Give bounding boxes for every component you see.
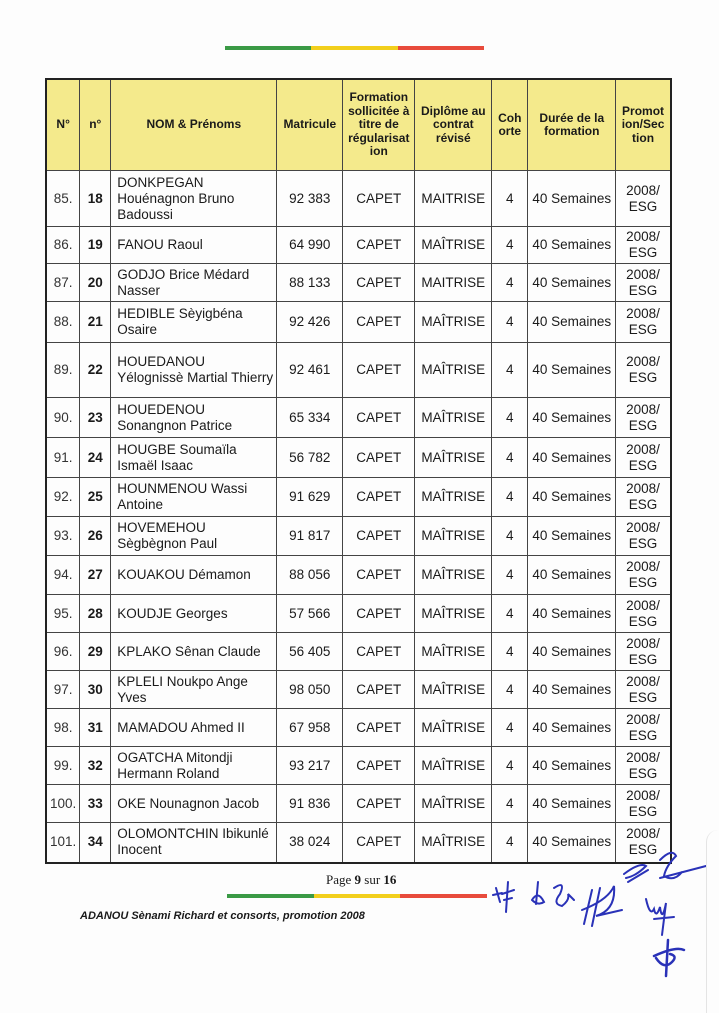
cell-formation: CAPET: [343, 709, 415, 747]
cell-formation: CAPET: [343, 478, 415, 517]
cell-diplome: MAÎTRISE: [415, 595, 492, 633]
cell-n: 98.: [46, 709, 80, 747]
table-row: [46, 785, 671, 823]
cell-formation: CAPET: [343, 671, 415, 709]
cell-name: OKE Nounagnon Jacob: [111, 785, 277, 823]
cell-n: 96.: [46, 633, 80, 671]
header-duree: Durée de la formation: [528, 79, 616, 171]
cell-cohorte: 4: [492, 478, 528, 517]
table-row: [46, 556, 671, 595]
candidates-table: [45, 78, 672, 864]
cell-diplome: MAITRISE: [415, 264, 492, 302]
cell-matricule: 64 990: [277, 227, 343, 264]
cell-matricule: 93 217: [277, 747, 343, 785]
cell-promotion: 2008/ ESG: [616, 398, 671, 438]
cell-promotion: 2008/ ESG: [616, 633, 671, 671]
cell-cohorte: 4: [492, 517, 528, 556]
cell-diplome: MAÎTRISE: [415, 478, 492, 517]
cell-cohorte: 4: [492, 438, 528, 478]
flag-green: [225, 46, 311, 50]
cell-n: 99.: [46, 747, 80, 785]
cell-matricule: 38 024: [277, 823, 343, 863]
cell-n: 92.: [46, 478, 80, 517]
cell-formation: CAPET: [343, 633, 415, 671]
cell-sub-n: 34: [80, 823, 111, 863]
header-name: NOM & Prénoms: [111, 79, 277, 171]
cell-duree: 40 Semaines: [528, 747, 616, 785]
cell-promotion: 2008/ ESG: [616, 556, 671, 595]
cell-formation: CAPET: [343, 438, 415, 478]
cell-formation: CAPET: [343, 823, 415, 863]
cell-sub-n: 26: [80, 517, 111, 556]
cell-matricule: 65 334: [277, 398, 343, 438]
header-n: N°: [46, 79, 80, 171]
cell-sub-n: 21: [80, 302, 111, 343]
cell-duree: 40 Semaines: [528, 823, 616, 863]
flag-red: [398, 46, 484, 50]
cell-cohorte: 4: [492, 747, 528, 785]
cell-matricule: 67 958: [277, 709, 343, 747]
cell-cohorte: 4: [492, 398, 528, 438]
header-matricule: Matricule: [277, 79, 343, 171]
table-row: [46, 171, 671, 227]
cell-promotion: 2008/ ESG: [616, 343, 671, 398]
cell-sub-n: 19: [80, 227, 111, 264]
cell-n: 90.: [46, 398, 80, 438]
cell-matricule: 56 405: [277, 633, 343, 671]
table-row: [46, 633, 671, 671]
cell-cohorte: 4: [492, 343, 528, 398]
cell-promotion: 2008/ ESG: [616, 595, 671, 633]
cell-duree: 40 Semaines: [528, 671, 616, 709]
cell-n: 87.: [46, 264, 80, 302]
cell-sub-n: 30: [80, 671, 111, 709]
cell-cohorte: 4: [492, 823, 528, 863]
header-sub-n: n°: [80, 79, 111, 171]
cell-cohorte: 4: [492, 633, 528, 671]
cell-duree: 40 Semaines: [528, 171, 616, 227]
cell-sub-n: 23: [80, 398, 111, 438]
cell-promotion: 2008/ ESG: [616, 438, 671, 478]
cell-name: HOUEDANOU Yélognissè Martial Thierry: [111, 343, 277, 398]
signature-icon: [620, 848, 710, 888]
signature-icon: [650, 938, 690, 978]
cell-diplome: MAÎTRISE: [415, 633, 492, 671]
table-row: [46, 747, 671, 785]
page-number: [326, 872, 396, 888]
cell-cohorte: 4: [492, 556, 528, 595]
cell-diplome: MAÎTRISE: [415, 671, 492, 709]
cell-promotion: 2008/ ESG: [616, 823, 671, 863]
cell-n: 100.: [46, 785, 80, 823]
table-row: [46, 398, 671, 438]
cell-promotion: 2008/ ESG: [616, 517, 671, 556]
page-mid: sur: [361, 872, 384, 887]
cell-sub-n: 29: [80, 633, 111, 671]
cell-n: 86.: [46, 227, 80, 264]
table-row: [46, 517, 671, 556]
cell-duree: 40 Semaines: [528, 343, 616, 398]
cell-sub-n: 20: [80, 264, 111, 302]
cell-diplome: MAÎTRISE: [415, 343, 492, 398]
cell-duree: 40 Semaines: [528, 785, 616, 823]
cell-n: 101.: [46, 823, 80, 863]
cell-duree: 40 Semaines: [528, 438, 616, 478]
cell-n: 91.: [46, 438, 80, 478]
table-row: [46, 302, 671, 343]
table-row: [46, 478, 671, 517]
cell-name: HOUGBE Soumaïla Ismaël Isaac: [111, 438, 277, 478]
cell-name: KPLELI Noukpo Ange Yves: [111, 671, 277, 709]
flag-yellow: [311, 46, 397, 50]
cell-name: GODJO Brice Médard Nasser: [111, 264, 277, 302]
cell-duree: 40 Semaines: [528, 227, 616, 264]
cell-name: KPLAKO Sênan Claude: [111, 633, 277, 671]
table-row: [46, 595, 671, 633]
cell-matricule: 88 056: [277, 556, 343, 595]
cell-diplome: MAÎTRISE: [415, 823, 492, 863]
cell-diplome: MAÎTRISE: [415, 398, 492, 438]
cell-n: 89.: [46, 343, 80, 398]
cell-matricule: 91 836: [277, 785, 343, 823]
cell-duree: 40 Semaines: [528, 517, 616, 556]
cell-sub-n: 28: [80, 595, 111, 633]
cell-sub-n: 33: [80, 785, 111, 823]
flag-green: [227, 894, 314, 898]
cell-matricule: 91 629: [277, 478, 343, 517]
cell-n: 93.: [46, 517, 80, 556]
table-row: [46, 709, 671, 747]
table-row: [46, 671, 671, 709]
cell-cohorte: 4: [492, 709, 528, 747]
cell-n: 97.: [46, 671, 80, 709]
footer-caption: ADANOU Sènami Richard et consorts, promotion 2008: [80, 910, 365, 922]
cell-cohorte: 4: [492, 671, 528, 709]
flag-yellow: [314, 894, 401, 898]
page-total: 16: [383, 872, 397, 887]
cell-promotion: 2008/ ESG: [616, 227, 671, 264]
cell-sub-n: 24: [80, 438, 111, 478]
cell-duree: 40 Semaines: [528, 709, 616, 747]
cell-formation: CAPET: [343, 595, 415, 633]
cell-name: KOUDJE Georges: [111, 595, 277, 633]
cell-name: HOUEDENOU Sonangnon Patrice: [111, 398, 277, 438]
cell-diplome: MAITRISE: [415, 171, 492, 227]
flag-stripe-top: [225, 46, 484, 50]
cell-promotion: 2008/ ESG: [616, 747, 671, 785]
cell-name: DONKPEGAN Houénagnon Bruno Badoussi: [111, 171, 277, 227]
cell-diplome: MAÎTRISE: [415, 709, 492, 747]
cell-matricule: 56 782: [277, 438, 343, 478]
page-edge: [706, 830, 719, 1013]
cell-duree: 40 Semaines: [528, 633, 616, 671]
cell-formation: CAPET: [343, 171, 415, 227]
flag-stripe-bottom: [227, 894, 487, 898]
cell-promotion: 2008/ ESG: [616, 478, 671, 517]
cell-name: HEDIBLE Sèyigbéna Osaire: [111, 302, 277, 343]
cell-sub-n: 25: [80, 478, 111, 517]
cell-formation: CAPET: [343, 343, 415, 398]
cell-n: 85.: [46, 171, 80, 227]
table-row: [46, 264, 671, 302]
cell-duree: 40 Semaines: [528, 264, 616, 302]
cell-diplome: MAÎTRISE: [415, 517, 492, 556]
cell-sub-n: 22: [80, 343, 111, 398]
header-diplome: Diplôme au contrat révisé: [415, 79, 492, 171]
cell-duree: 40 Semaines: [528, 398, 616, 438]
cell-name: HOUNMENOU Wassi Antoine: [111, 478, 277, 517]
cell-formation: CAPET: [343, 227, 415, 264]
cell-promotion: 2008/ ESG: [616, 709, 671, 747]
cell-duree: 40 Semaines: [528, 556, 616, 595]
cell-duree: 40 Semaines: [528, 478, 616, 517]
cell-sub-n: 32: [80, 747, 111, 785]
cell-promotion: 2008/ ESG: [616, 264, 671, 302]
cell-matricule: 92 383: [277, 171, 343, 227]
signature-icon: [488, 860, 638, 930]
page-current: 9: [354, 872, 362, 887]
cell-matricule: 92 426: [277, 302, 343, 343]
cell-cohorte: 4: [492, 264, 528, 302]
cell-formation: CAPET: [343, 264, 415, 302]
signature-icon: [640, 895, 690, 940]
header-formation: Formation sollicitée à titre de régularisat ion: [343, 79, 415, 171]
cell-formation: CAPET: [343, 747, 415, 785]
cell-n: 94.: [46, 556, 80, 595]
cell-matricule: 92 461: [277, 343, 343, 398]
table-body: [46, 171, 671, 863]
cell-name: KOUAKOU Démamon: [111, 556, 277, 595]
cell-cohorte: 4: [492, 785, 528, 823]
table-row: [46, 823, 671, 863]
cell-name: OLOMONTCHIN Ibikunlé Inocent: [111, 823, 277, 863]
cell-promotion: 2008/ ESG: [616, 671, 671, 709]
cell-matricule: 98 050: [277, 671, 343, 709]
cell-duree: 40 Semaines: [528, 302, 616, 343]
cell-formation: CAPET: [343, 398, 415, 438]
table-row: [46, 438, 671, 478]
header-promotion: Promot ion/Sec tion: [616, 79, 671, 171]
cell-n: 88.: [46, 302, 80, 343]
cell-matricule: 88 133: [277, 264, 343, 302]
cell-name: MAMADOU Ahmed II: [111, 709, 277, 747]
cell-matricule: 91 817: [277, 517, 343, 556]
cell-n: 95.: [46, 595, 80, 633]
cell-cohorte: 4: [492, 302, 528, 343]
cell-formation: CAPET: [343, 556, 415, 595]
cell-promotion: 2008/ ESG: [616, 302, 671, 343]
cell-duree: 40 Semaines: [528, 595, 616, 633]
table-row: [46, 227, 671, 264]
table-header-row: [46, 79, 671, 171]
cell-matricule: 57 566: [277, 595, 343, 633]
page-prefix: Page: [326, 872, 355, 887]
cell-name: OGATCHA Mitondji Hermann Roland: [111, 747, 277, 785]
cell-sub-n: 31: [80, 709, 111, 747]
cell-diplome: MAÎTRISE: [415, 438, 492, 478]
cell-diplome: MAÎTRISE: [415, 747, 492, 785]
cell-formation: CAPET: [343, 302, 415, 343]
cell-name: HOVEMEHOU Sègbègnon Paul: [111, 517, 277, 556]
cell-promotion: 2008/ ESG: [616, 171, 671, 227]
cell-promotion: 2008/ ESG: [616, 785, 671, 823]
cell-cohorte: 4: [492, 171, 528, 227]
cell-diplome: MAÎTRISE: [415, 302, 492, 343]
flag-red: [400, 894, 487, 898]
cell-sub-n: 18: [80, 171, 111, 227]
cell-name: FANOU Raoul: [111, 227, 277, 264]
cell-cohorte: 4: [492, 595, 528, 633]
cell-cohorte: 4: [492, 227, 528, 264]
cell-formation: CAPET: [343, 517, 415, 556]
header-cohorte: Coh orte: [492, 79, 528, 171]
cell-formation: CAPET: [343, 785, 415, 823]
table-row: [46, 343, 671, 398]
cell-sub-n: 27: [80, 556, 111, 595]
cell-diplome: MAÎTRISE: [415, 556, 492, 595]
cell-diplome: MAÎTRISE: [415, 785, 492, 823]
cell-diplome: MAÎTRISE: [415, 227, 492, 264]
